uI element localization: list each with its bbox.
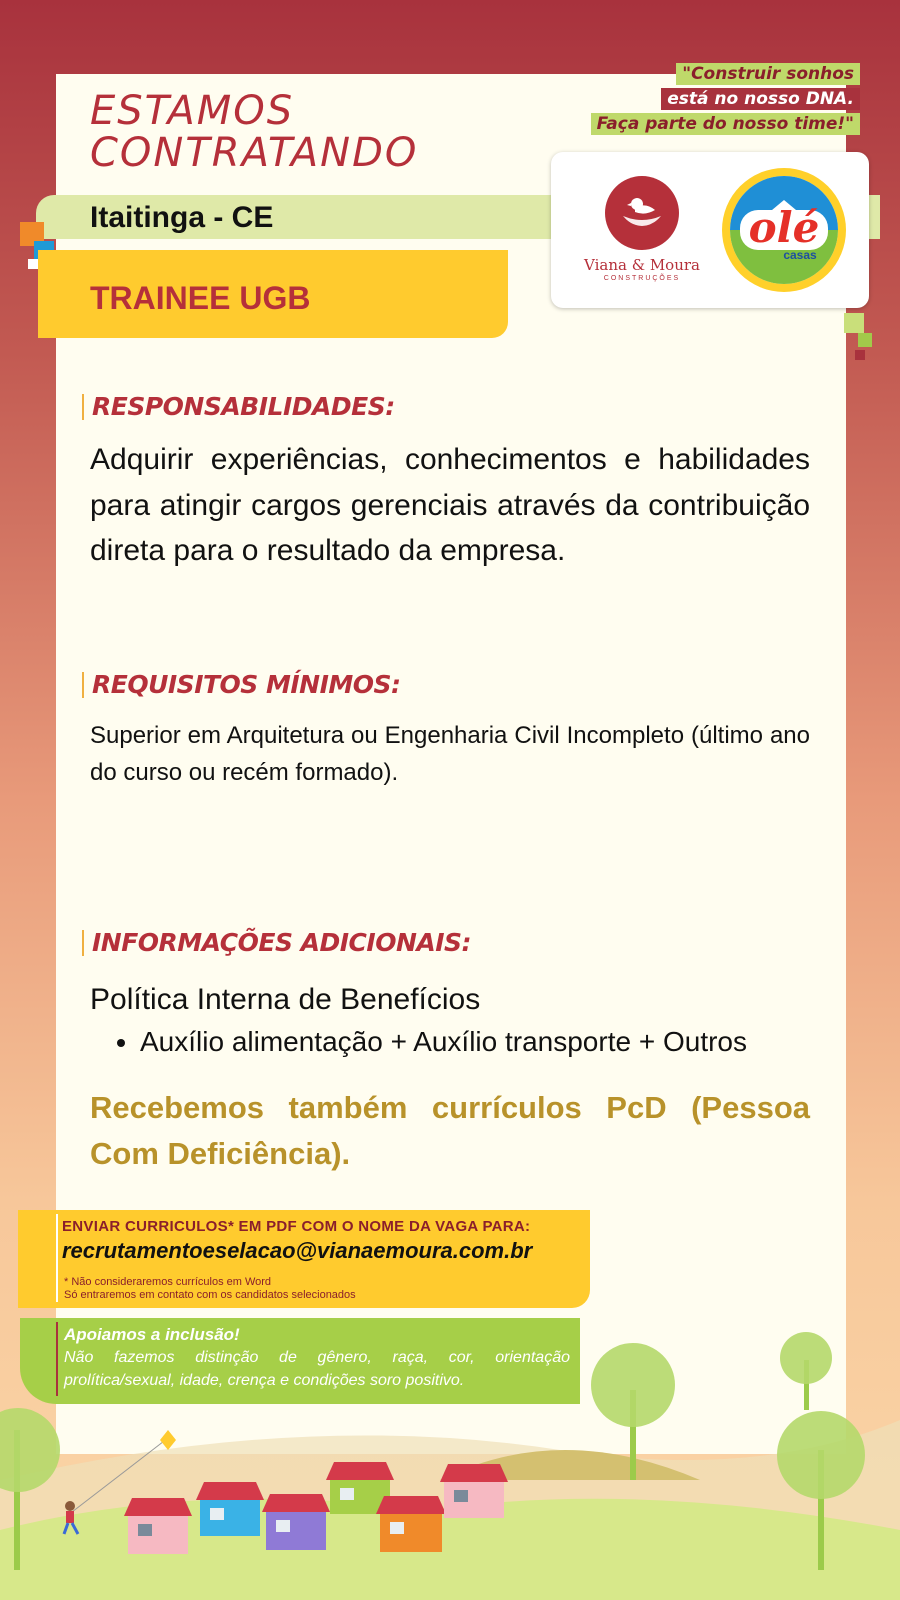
slogan [560,63,860,138]
decor-square-red [855,350,865,360]
nest-bird-icon [605,176,679,250]
ole-subtitle: casas [783,248,817,262]
house-icon-orange [376,1496,446,1552]
requirements-text: Superior em Arquitetura ou Engenharia Civil Incompleto (último ano do curso ou recém formado). [90,722,810,786]
benefits-title: Política Interna de Benefícios [90,983,481,1016]
house-icon-red-left [124,1498,192,1554]
application-divider [56,1214,58,1302]
viana-moura-subtitle: CONSTRUÇÕES [603,275,681,282]
location-label: Itaitinga - CE [90,201,274,234]
application-heading: ENVIAR CURRICULOS* EM PDF COM O NOME DA VAGA PARA: [62,1218,531,1235]
house-icon-blue [196,1482,264,1536]
application-note-contact: Só entraremos em contato com os candidatos selecionados [64,1289,356,1301]
requirements-heading: REQUISITOS MÍNIMOS: [82,672,401,698]
application-email-link[interactable]: recrutamentoeselacao@vianaemoura.com.br [62,1238,533,1263]
decor-square-lightgreen [844,313,864,333]
house-icon-purple [262,1494,330,1550]
hero-title-line1: ESTAMOS [90,88,295,134]
slogan-line2: está no nosso DNA. [661,88,860,110]
job-title: TRAINEE UGB [90,280,311,316]
application-note-word: * Não consideraremos currículos em Word [64,1276,272,1288]
hero-title [90,90,418,174]
pcd-notice: Recebemos também currículos PcD (Pessoa Com Deficiência). [90,1090,810,1171]
responsibilities-heading: RESPONSABILIDADES: [82,394,395,420]
village-illustration [0,1330,900,1600]
house-icon-pink [440,1464,508,1518]
tree-icon-small [780,1332,832,1410]
inclusion-title: Apoiamos a inclusão! [64,1325,240,1344]
slogan-line1: "Construir sonhos [676,63,860,85]
ole-wordmark: olé [748,203,820,252]
benefits-item: • Auxílio alimentação + Auxílio transporte + Outros [140,1023,747,1061]
inclusion-text: Não fazemos distinção de gênero, raça, cor, orientação prolítica/sexual, idade, crença e condições soro positivo. [64,1349,570,1389]
responsibilities-text: Adquirir experiências, conhecimentos e habilidades para atingir cargos gerenciais através da contribuição direta para o resultado da empresa. [90,443,810,567]
viana-moura-name: Viana & Moura [584,256,700,274]
slogan-line3: Faça parte do nosso time!" [591,113,860,135]
additional-info-heading: INFORMAÇÕES ADICIONAIS: [82,930,471,956]
viana-moura-logo [582,176,702,282]
decor-square-white [28,259,38,269]
decor-square-green [858,333,872,347]
benefits-list [108,1023,747,1061]
hero-title-line2: CONTRATANDO [90,130,419,176]
